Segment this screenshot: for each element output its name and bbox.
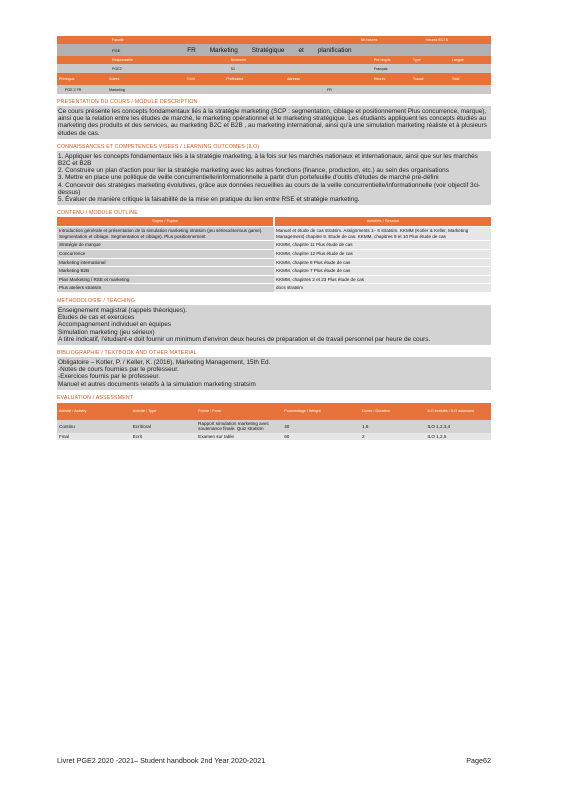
methodology-box — [57, 305, 491, 345]
outcomes-box — [57, 151, 491, 205]
table-cell: 2 — [360, 433, 425, 440]
table-header: Activité / Type — [131, 403, 196, 420]
header-value: PGE 2 FR — [65, 87, 82, 92]
bibliography-box — [57, 357, 491, 390]
module-code: PGE — [112, 47, 121, 53]
header-row-1 — [57, 36, 491, 44]
module-title-word: planification — [317, 46, 352, 54]
table-cell: Marketing international — [57, 258, 274, 267]
header-label: Coût — [187, 77, 195, 81]
bibliography-line: Obligatoire – Kotler, P. / Keller, K. (2016), Marketing Management, 15th Ed. — [58, 359, 271, 366]
table-cell: 40 — [282, 420, 360, 433]
header-value: PGE2 — [112, 66, 122, 71]
table-header: Pourcentage / Weight — [282, 403, 360, 420]
table-cell: 60 — [282, 433, 360, 440]
bibliography-line: Manuel et autres documents relatifs à la simulation marketing stratsim — [58, 380, 256, 388]
header-row-2 — [57, 44, 491, 56]
table-header: Activités / Session — [274, 217, 491, 227]
bibliography-line: -Notes de cours fournies par le professeur. — [58, 366, 179, 374]
methodology-line: A titre indicatif, l'étudiant-e doit fournir un minimum d'environ deux heures de préparation et de travail personnel par heure de cours. — [58, 335, 431, 343]
module-sheet — [57, 36, 491, 440]
table-header: ILO évalués / ILO assessed — [425, 403, 491, 420]
table-cell: docs stratsim — [274, 284, 491, 293]
content-table — [57, 217, 491, 293]
table-cell: ILO 1,2,5 — [425, 433, 491, 440]
page-number: Page62 — [466, 756, 491, 765]
table-row — [57, 227, 491, 241]
table-cell: Rapport simulation marketing avec soutenance finale. Quiz stratsim — [196, 420, 282, 433]
outcome-item: 1. Appliquer les concepts fondamentaux liés à la stratégie marketing, à la fois sur les marchés nationaux et internationaux, ainsi que sur les marchés B2C et B2B — [58, 152, 478, 168]
section-title-evaluation: ÉVALUATION / ASSESSMENT — [57, 394, 134, 401]
methodology-line: Enseignement magistral (rappels théoriques). — [58, 306, 187, 314]
table-cell: Ecrit/oral — [131, 420, 196, 433]
header-label: Total — [451, 77, 460, 81]
bibliography-line: -Exercices fournis par le professeur. — [58, 373, 160, 381]
table-header: Durée / Duration — [360, 403, 425, 420]
header-label: Autres — [109, 77, 120, 81]
module-title — [187, 47, 491, 54]
table-cell: KKMM, chapitre 7 Plus étude de cas — [274, 267, 491, 276]
header-label: Type — [412, 58, 421, 62]
table-row — [57, 284, 491, 293]
outcome-item: 4. Concevoir des stratégies marketing évolutives, grâce aux données recueillies au cours de la veille concurrentielle/informationnelle (voir objectif 3ci- dessus) — [58, 181, 481, 196]
outcome-item: 5. Évaluer de manière critique la faisabilité de la mise en pratique du lien entre RSE et stratégie marketing. — [58, 196, 360, 204]
table-cell: Ecrit — [131, 433, 196, 440]
header-row-6 — [57, 85, 491, 94]
table-row — [57, 258, 491, 267]
table-cell: Marketing B2B — [57, 267, 274, 276]
section-title-content: CONTENU / MODULE OUTLINE — [57, 210, 138, 217]
table-cell: Final — [57, 433, 131, 440]
table-cell: Concurrence — [57, 250, 274, 259]
methodology-line: Etudes de cas et exercices — [58, 314, 135, 322]
table-cell: Manuel et étude de cas stratsim. Assignments 1– 6 stratsim. KKMM (Kotler & Keller, Marketing Management) chapitre 9. Etude de cas. KKMM, chapitres 9 et 10 Plus étude de cas — [274, 227, 491, 241]
header-value: FR — [327, 87, 332, 92]
methodology-line: Accompagnement individuel en équipes — [58, 321, 171, 329]
section-title-presentation: PRÉSENTATION DU COURS / MODULE DESCRIPTION — [57, 99, 198, 105]
header-label: Responsable — [112, 58, 133, 62]
table-cell: Examen sur table — [196, 433, 282, 440]
table-cell: Introduction générale et présentation de la simulation marketing stratsim (jeu sérieux/serious game). Segmentation et ciblage. Segmentation et ciblage). Plus positionnement — [57, 227, 274, 241]
header-label: Adresse — [286, 77, 301, 81]
table-cell: ILO 1,2,3,4 — [425, 420, 491, 433]
module-title-lang: FR — [187, 46, 196, 54]
header-row-5 — [57, 73, 491, 85]
table-header: Forme / Form — [196, 403, 282, 420]
table-cell: KKMM, chapitre 11 Plus étude de cas — [274, 241, 491, 250]
methodology-line: Simulation marketing (jeu sérieux) — [58, 328, 155, 336]
table-header-row — [57, 403, 491, 420]
header-label: Pré-requis — [373, 58, 391, 62]
header-row-4 — [57, 64, 491, 73]
header-label: Prérequis — [59, 77, 75, 81]
section-title-outcomes: CONNAISSANCES ET COMPÉTENCES VISÉES / LEARNING OUTCOMES (ILO) — [57, 143, 260, 150]
description-text: Ce cours présente les concepts fondamentaux liés à la stratégie marketing (SCP : segmentation, ciblage et positionnement Plus concurrence, marque), ainsi que la relation entre les études de marché, le marketing opérationnel et le marketing stratégique. Les étudiants appliquent les concepts étudiés au marketing des produits et des services, au marketing B2C et B2B , au marketing international, ainsi qu'à une simulation marketing réaliste et à plusieurs études de cas. — [58, 108, 487, 137]
header-label: Travail — [412, 77, 424, 81]
table-header: Activité / Activity — [57, 403, 131, 420]
evaluation-table — [57, 403, 491, 440]
table-row — [57, 241, 491, 250]
module-title-word: Stratégique — [251, 46, 285, 54]
header-label: Professeur — [226, 77, 244, 81]
table-cell: KKMM, chapitres 2 et 23 Plus étude de cas — [274, 275, 491, 284]
section-title-bibliography: BIBLIOGRAPHIE / TEXTBOOK AND OTHER MATERIAL — [57, 350, 197, 356]
table-cell: 1.5 — [360, 420, 425, 433]
header-label: Heures — [373, 77, 386, 81]
footer-handbook-title: Livret PGE2 2020 -2021– Student handbook 2nd Year 2020-2021 — [57, 756, 266, 765]
table-cell: Stratégie de marque — [57, 241, 274, 250]
header-value: Français — [373, 66, 388, 71]
table-cell: Plan Marketing / RSE et marketing — [57, 275, 274, 284]
header-row-3 — [57, 56, 491, 64]
table-row — [57, 267, 491, 276]
header-ects: Heures ECTS — [425, 38, 449, 42]
table-row — [57, 420, 491, 433]
outcome-item: 3. Mettre en place une politique de veille concurrentielle/informationnelle à partir d'un portefeuille d'outils d'études de marché pré-défini — [58, 174, 439, 182]
section-title-methodology: MÉTHODOLOGIE / TEACHING — [57, 297, 136, 304]
header-label: Langue — [451, 58, 464, 62]
header-value: Marketing — [109, 87, 125, 92]
header-value: S1 — [230, 66, 235, 71]
header-hours: Nb heures — [360, 38, 378, 42]
page-footer — [57, 756, 491, 765]
table-row — [57, 250, 491, 259]
table-cell: KKMM, chapitre 12 Plus étude de cas — [274, 250, 491, 259]
table-cell: Continu — [57, 420, 131, 433]
table-row — [57, 275, 491, 284]
table-header-row — [57, 217, 491, 227]
header-faculty: Faculté — [112, 38, 124, 42]
table-cell: Plus ateliers stratsim — [57, 284, 274, 293]
table-cell: KKMM, chapitre 8 Plus étude de cas — [274, 258, 491, 267]
header-label: Semestre — [230, 58, 246, 62]
table-row — [57, 433, 491, 440]
description-box — [57, 106, 491, 139]
module-title-word: Marketing — [209, 46, 238, 54]
table-header: Sujets / Topics — [57, 217, 274, 227]
module-title-word: et — [298, 46, 304, 54]
outcome-item: 2. Construire un plan d'action pour lier la stratégie marketing avec les autres fonctions (finance, production, etc.) au sein des organisations — [58, 167, 449, 175]
